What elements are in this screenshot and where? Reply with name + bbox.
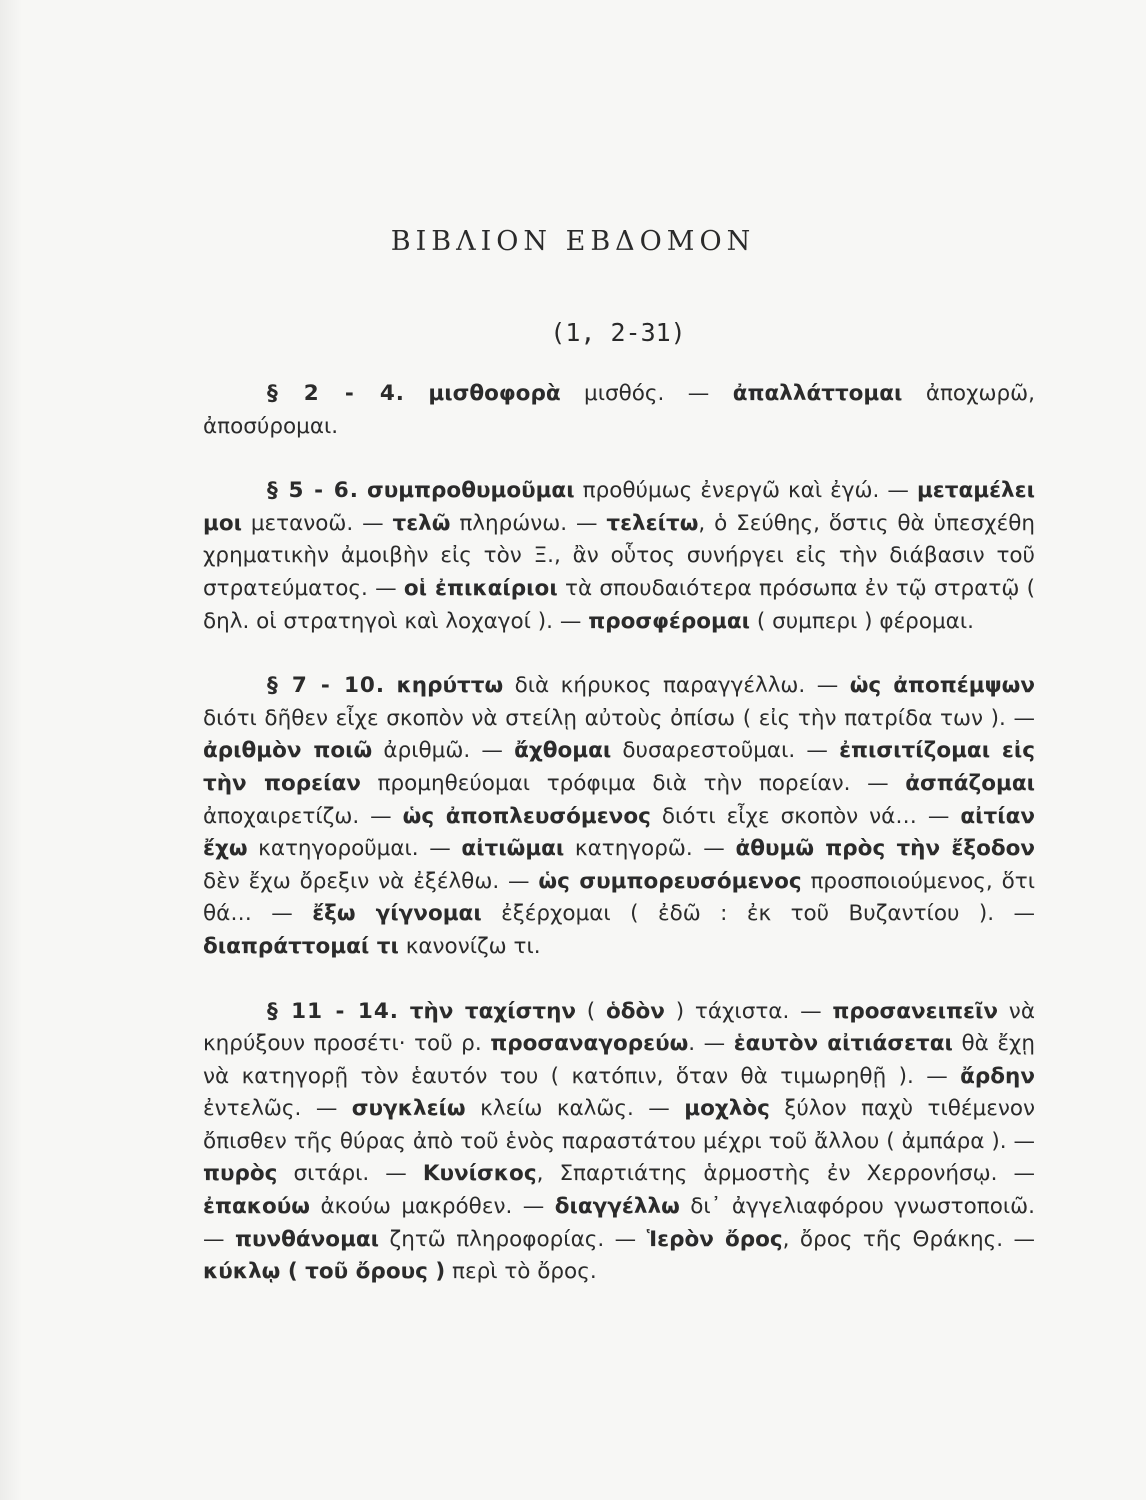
glossary-term: ἀθυμῶ πρὸς τὴν ἔξοδον — [735, 836, 1036, 862]
glossary-definition: προσποιούμενος, ὅτι θά… — — [203, 868, 1035, 927]
glossary-definition: δυσαρεστοῦμαι. — — [611, 738, 840, 764]
glossary-term: Κυνίσκος — [422, 1161, 537, 1187]
section-number: § 2 - 4. — [267, 381, 405, 406]
glossary-definition: κατηγοροῦμαι. — — [247, 836, 462, 862]
glossary-definition: ( συμπερι ) φέρομαι. — [750, 608, 974, 634]
glossary-definition: προθύμως ἐνεργῶ καὶ ἐγώ. — — [574, 478, 917, 504]
glossary-term: ἑαυτὸν αἰτιάσεται — [733, 1031, 953, 1057]
glossary-term: συγκλείω — [351, 1096, 466, 1122]
glossary-term: πυρὸς — [203, 1161, 278, 1187]
glossary-paragraph — [203, 670, 1035, 963]
glossary-definition: ἐξέρχομαι ( ἐδῶ : ἐκ τοῦ Βυζαντίου ). — — [481, 901, 1036, 927]
glossary-term: αἰτίαν ἔχω — [203, 803, 1035, 862]
glossary-term: προσφέρομαι — [588, 608, 751, 634]
glossary-definition: θὰ ἔχῃ νὰ κατηγορῇ τὸν ἑαυτόν του ( κατόπιν, ὅταν θὰ τιμωρηθῇ ). — — [203, 1031, 1035, 1089]
glossary-term: προσαναγορεύω — [490, 1031, 689, 1057]
glossary-definition: μετανοῶ. — — [241, 510, 393, 536]
glossary-definition: κατηγορῶ. — — [564, 836, 736, 862]
glossary-definition: πληρώνω. — — [450, 510, 607, 536]
glossary-paragraph — [203, 475, 1035, 638]
glossary-definition: δι᾽ ἀγγελιαφόρου γνωστοποιῶ. — — [203, 1194, 1035, 1252]
glossary-definition: ἐντελῶς. — — [203, 1096, 352, 1122]
glossary-paragraph — [203, 378, 1035, 443]
glossary-term: κύκλῳ ( τοῦ ὄρους ) — [203, 1259, 446, 1285]
glossary-definition: τὰ σπουδαιότερα πρόσωπα ἐν τῷ στρατῷ ( δηλ. οἱ στρατηγοὶ καὶ λοχαγοί ). — — [203, 575, 1036, 634]
glossary-definition: , Σπαρτιάτης ἁρμοστὴς ἐν Χερρονήσῳ. — — [536, 1161, 1036, 1187]
glossary-body — [203, 378, 1035, 1321]
glossary-definition: ἀριθμῶ. — — [372, 738, 515, 764]
glossary-term: ὁδὸν — [605, 998, 665, 1024]
glossary-definition: ) τάχιστα. — — [664, 998, 833, 1024]
glossary-definition: ξύλον παχὺ τιθέμενον ὄπισθεν τῆς θύρας ἀπὸ τοῦ ἑνὸς παραστάτου μέχρι τοῦ ἄλλου ( ἀμπάρα ). — — [203, 1096, 1036, 1154]
glossary-definition: διότι δῆθεν εἶχε σκοπὸν νὰ στείλῃ αὐτοὺς ὀπίσω ( εἰς τὴν πατρίδα των ). — — [203, 705, 1035, 731]
glossary-definition: ἀκούω μακρόθεν. — — [310, 1194, 555, 1220]
glossary-definition: προμηθεύομαι τρόφιμα διὰ τὴν πορείαν. — — [360, 770, 906, 796]
section-number: § 11 - 14. — [267, 998, 399, 1024]
glossary-term: τὴν ταχίστην — [409, 998, 577, 1024]
glossary-term: ἐπακούω — [203, 1194, 310, 1220]
glossary-term: αἰτιῶμαι — [461, 836, 565, 862]
glossary-definition: ( — [576, 998, 606, 1024]
chapter-range: (1, 2-31) — [550, 318, 686, 347]
book-title: ΒΙΒΛΙΟΝ ΕΒΔΟΜΟΝ — [390, 226, 756, 257]
glossary-term: ἄχθομαι — [514, 738, 612, 764]
glossary-definition: δὲν ἔχω ὄρεξιν νὰ ἐξέλθω. — — [203, 868, 539, 894]
glossary-term: ἀσπάζομαι — [905, 770, 1035, 796]
glossary-definition: . — — [688, 1031, 734, 1057]
glossary-term: συμπροθυμοῦμαι — [366, 478, 575, 504]
glossary-definition: νὰ κηρύξουν προσέτι· τοῦ ρ. — [203, 998, 1035, 1057]
glossary-term: διαπράττομαί τι — [203, 933, 399, 959]
glossary-term: ἀπαλλάττομαι — [732, 381, 903, 406]
glossary-term: οἱ ἐπικαίριοι — [403, 575, 558, 601]
glossary-term: ἄρδην — [960, 1063, 1035, 1089]
glossary-definition: διότι εἶχε σκοπὸν νά… — — [650, 803, 961, 829]
glossary-paragraph — [203, 996, 1035, 1289]
glossary-term: διαγγέλλω — [554, 1194, 680, 1220]
glossary-definition: διὰ κήρυκος παραγγέλλω. — — [503, 673, 850, 699]
glossary-definition: , ὄρος τῆς Θράκης. — — [782, 1226, 1035, 1252]
glossary-definition: σιτάρι. — — [277, 1161, 423, 1187]
glossary-term: Ἱερὸν ὄρος — [646, 1226, 783, 1252]
glossary-term: ὡς ἀποπλευσόμενος — [402, 803, 651, 829]
glossary-term: ἀριθμὸν ποιῶ — [203, 738, 373, 764]
section-number: § 5 - 6. — [267, 478, 359, 504]
glossary-definition: ἀποχωρῶ, ἀποσύρομαι. — [203, 381, 1035, 439]
scan-edge-shadow — [0, 0, 22, 1500]
glossary-term: ὡς ἀποπέμψων — [849, 673, 1035, 699]
glossary-term: τελείτω — [606, 510, 699, 536]
section-number: § 7 - 10. — [267, 673, 386, 699]
glossary-definition: , ὁ Σεύθης, ὅστις θὰ ὑπεσχέθη χρηματικὴν ἀμοιβὴν εἰς τὸν Ξ., ἂν οὗτος συνήργει εἰς τὴν διάβασιν τοῦ στρατεύματος. — — [203, 510, 1035, 601]
glossary-term: ἔξω γίγνομαι — [312, 901, 482, 927]
glossary-definition: κανονίζω τι. — [398, 933, 541, 959]
glossary-term: μοχλὸς — [684, 1096, 770, 1122]
glossary-term: πυνθάνομαι — [234, 1226, 380, 1252]
glossary-term: μεταμέλει μοι — [203, 478, 1036, 536]
glossary-term: μισθοφορὰ — [428, 381, 561, 406]
glossary-term: προσανειπεῖν — [832, 998, 999, 1024]
glossary-definition: ζητῶ πληροφορίας. — — [379, 1226, 647, 1252]
glossary-definition: κλείω καλῶς. — — [465, 1096, 685, 1122]
glossary-definition: ἀποχαιρετίζω. — — [203, 803, 403, 829]
glossary-term: ὡς συμπορευσόμενος — [538, 868, 802, 894]
glossary-definition: περὶ τὸ ὄρος. — [445, 1259, 597, 1285]
glossary-term: τελῶ — [392, 510, 451, 536]
glossary-definition: μισθός. — — [560, 381, 733, 406]
glossary-term: κηρύττω — [396, 673, 504, 699]
glossary-term: ἐπισιτίζομαι εἰς τὴν πορείαν — [203, 738, 1036, 796]
